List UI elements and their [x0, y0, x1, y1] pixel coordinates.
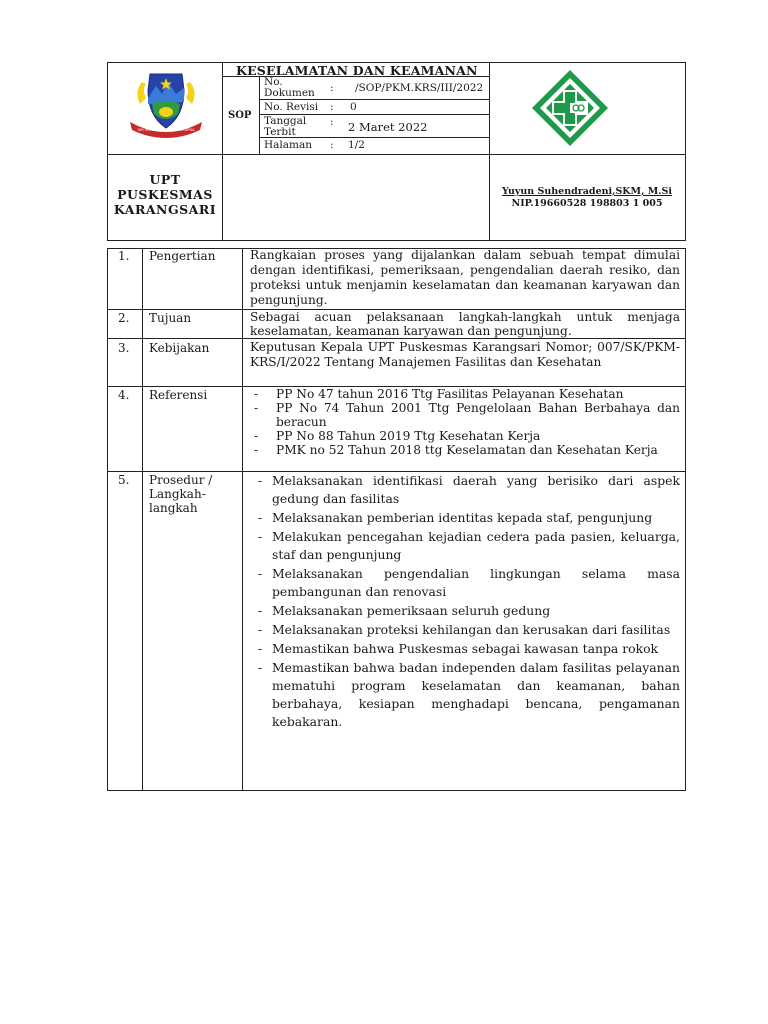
page-value: 1/2 [348, 139, 365, 151]
list-item: - Melaksanakan pemberian identitas kepada staf, pengunjung [258, 510, 653, 525]
section-text: Sebagai acuan pelaksanaan langkah-langkah untuk menjaga keselamatan, keamanan karyawan dan pengunjung. [250, 310, 680, 338]
bullet-dash-icon: - [254, 443, 259, 457]
reference-list [244, 387, 680, 457]
section-number: 4. [118, 388, 130, 402]
section-label: Tujuan [149, 311, 192, 325]
organization-name: UPT PUSKESMAS KARANGSARI [113, 172, 217, 217]
doc-number-value: /SOP/PKM.KRS/III/2022 [355, 82, 484, 94]
banner-text: HIR HIRUPNA RENGKA HIRUPNA [137, 128, 195, 132]
list-item: - Melaksanakan proteksi kehilangan dan kerusakan dari fasilitas [258, 622, 671, 637]
section-label: Pengertian [149, 249, 216, 263]
bullet-dash-icon: - [258, 566, 263, 581]
page-label: Halaman [264, 139, 313, 151]
document-title: KESELAMATAN DAN KEAMANAN [236, 63, 478, 78]
revision-sep: : [330, 101, 334, 113]
list-item: - Memastikan bahwa Puskesmas sebagai kawasan tanpa rokok [258, 641, 659, 656]
page-sep: : [330, 139, 334, 151]
list-item: - PP No 74 Tahun 2001 Ttg Pengelolaan Bahan Berbahaya dan beracun [254, 401, 680, 429]
list-item: - PP No 47 tahun 2016 Ttg Fasilitas Pelayanan Kesehatan [254, 387, 624, 401]
revision-value: 0 [350, 101, 357, 113]
list-item: - Melaksanakan pemeriksaan seluruh gedung [258, 603, 551, 618]
section-label: Referensi [149, 388, 208, 402]
regency-coat-of-arms-icon [120, 68, 212, 144]
issue-date-label: Tanggal Terbit [264, 115, 307, 138]
list-item: - Melaksanakan pengendalian lingkungan selama masa pembangunan dan renovasi [258, 566, 680, 599]
procedure-list [250, 472, 680, 732]
bullet-dash-icon: - [254, 429, 259, 443]
bullet-dash-icon: - [258, 510, 263, 525]
section-text: Rangkaian proses yang dijalankan dalam sebuah tempat dimulai dengan identifikasi, pemeriksaan, pengendalian daerah resiko, dan proteksi untuk menjamin keselamatan dan keamanan karyawan dan pengunjung. [250, 248, 680, 307]
list-item: - Melaksanakan identifikasi daerah yang berisiko dari aspek gedung dan fasilitas [258, 473, 680, 506]
bullet-dash-icon: - [258, 473, 263, 488]
signer-nip: NIP.19660528 198803 1 005 [511, 198, 663, 209]
section-number: 5. [118, 473, 130, 487]
bullet-dash-icon: - [254, 401, 259, 415]
issue-date-sep: : [330, 116, 334, 128]
list-item: - PP No 88 Tahun 2019 Ttg Kesehatan Kerja [254, 429, 541, 443]
bullet-dash-icon: - [258, 660, 263, 675]
sop-label: SOP [228, 110, 252, 121]
bullet-dash-icon: - [258, 641, 263, 656]
bullet-dash-icon: - [258, 603, 263, 618]
section-number: 3. [118, 341, 130, 355]
section-text: Keputusan Kepala UPT Puskesmas Karangsari Nomor; 007/SK/PKM-KRS/I/2022 Tentang Manajemen Fasilitas dan Kesehatan [250, 340, 680, 369]
revision-label: No. Revisi [264, 101, 319, 113]
puskesmas-green-cross-icon [530, 68, 610, 148]
section-label: Kebijakan [149, 341, 210, 355]
signer-name: Yuyun Suhendradeni,SKM, M.Si [502, 186, 672, 197]
doc-number-label: No. Dokumen [264, 76, 315, 99]
list-item: - Memastikan bahwa badan independen dalam fasilitas pelayanan mematuhi program keselamatan dan keamanan, bahan berbahaya, kesiapan menghadapi bencana, pengamanan kebakaran. [258, 660, 680, 729]
doc-number-sep: : [330, 82, 334, 94]
section-number: 1. [118, 249, 130, 263]
section-number: 2. [118, 311, 130, 325]
bullet-dash-icon: - [254, 387, 259, 401]
bullet-dash-icon: - [258, 529, 263, 544]
bullet-dash-icon: - [258, 622, 263, 637]
list-item: - Melakukan pencegahan kejadian cedera pada pasien, keluarga, staf dan pengunjung [258, 529, 680, 562]
section-label: Prosedur / Langkah-langkah [149, 473, 213, 515]
issue-date-value: 2 Maret 2022 [348, 120, 428, 134]
signer-block [490, 186, 684, 209]
list-item: - PMK no 52 Tahun 2018 ttg Keselamatan dan Kesehatan Kerja [254, 443, 658, 457]
